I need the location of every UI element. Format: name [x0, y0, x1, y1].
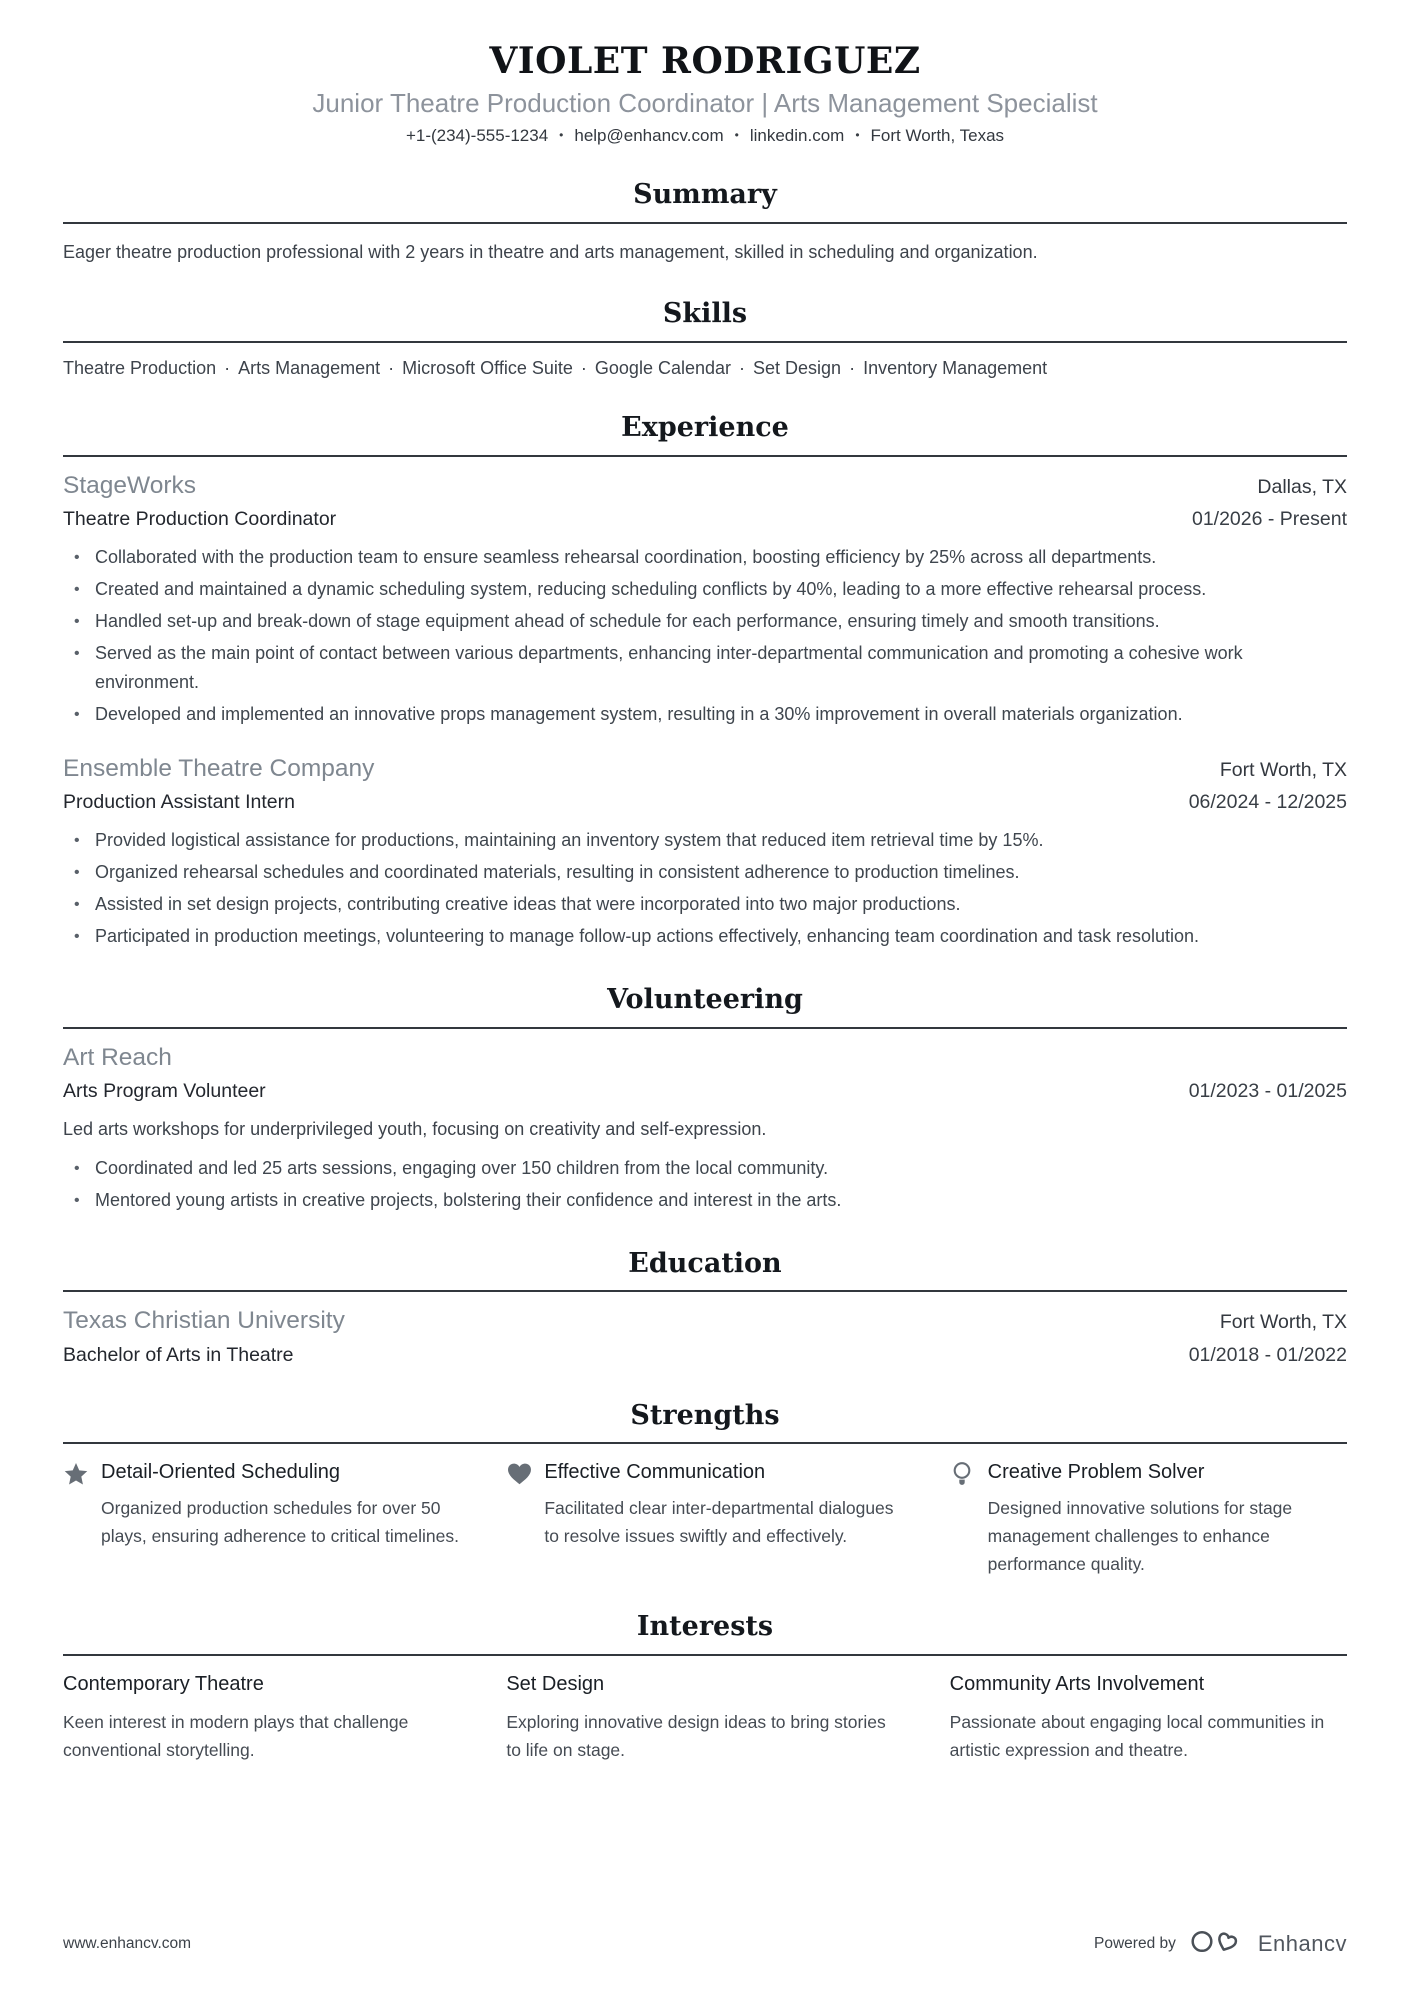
resume-header: [63, 42, 1347, 146]
section-strengths: [63, 1401, 1347, 1579]
section-education: [63, 1249, 1347, 1367]
contact-phone: +1-(234)-555-1234: [405, 126, 549, 146]
company-name: StageWorks: [63, 471, 196, 499]
enhancv-site-link[interactable]: www.enhancv.com: [63, 1934, 192, 1952]
job-bullet: • Assisted in set design projects, contributing creative ideas that were incorporated into two major productions.: [63, 890, 1347, 919]
contact-link[interactable]: linkedin.com: [749, 126, 845, 146]
experience-entry: [63, 755, 1347, 951]
school-name: Texas Christian University: [63, 1307, 345, 1335]
interest-title: Contemporary Theatre: [63, 1672, 264, 1695]
lightbulb-icon: [950, 1460, 988, 1578]
summary-text: Eager theatre production professional with 2 years in theatre and arts management, skilled in scheduling and organization.: [63, 242, 1038, 263]
section-skills: [63, 299, 1347, 379]
volunteer-description: Led arts workshops for underprivileged youth, focusing on creativity and self-expression.: [63, 1118, 767, 1139]
strength-title: Creative Problem Solver: [987, 1461, 1205, 1484]
volunteer-bullet: • Coordinated and led 25 arts sessions, engaging over 150 children from the local community.: [63, 1154, 1347, 1183]
education-heading: Education: [628, 1247, 782, 1279]
interest-title: Community Arts Involvement: [949, 1672, 1205, 1695]
strength-text: Facilitated clear inter-departmental dialogues to resolve issues swiftly and effectively.: [544, 1498, 894, 1547]
volunteer-bullet: • Mentored young artists in creative projects, bolstering their confidence and interest in the arts.: [63, 1186, 1347, 1215]
powered-by-label: Powered by: [1094, 1934, 1176, 1952]
job-title: Production Assistant Intern: [63, 790, 295, 813]
volunteer-dates: 01/2023 - 01/2025: [1188, 1079, 1347, 1102]
strength-title: Detail-Oriented Scheduling: [101, 1461, 341, 1484]
volunteer-bullet-list: [63, 1154, 1347, 1215]
strength-card: [506, 1460, 903, 1578]
job-bullet: • Participated in production meetings, volunteering to manage follow-up actions effectively, enhancing team coordination and task resolution.: [63, 922, 1347, 951]
interests-heading: Interests: [636, 1611, 774, 1643]
section-divider: [63, 1442, 1347, 1444]
strengths-heading: Strengths: [630, 1399, 780, 1431]
star-icon: [63, 1460, 101, 1578]
section-divider: [63, 222, 1347, 224]
volunteering-entry: [63, 1044, 1347, 1215]
interest-text: Exploring innovative design ideas to bring stories to life on stage.: [506, 1711, 886, 1760]
dot-separator: •: [855, 128, 860, 143]
section-divider: [63, 1654, 1347, 1656]
section-divider: [63, 1290, 1347, 1292]
experience-entry: [63, 472, 1347, 729]
strength-text: Organized production schedules for over 50 plays, ensuring adherence to critical timelines.: [101, 1498, 459, 1547]
section-divider: [63, 455, 1347, 457]
company-location: Fort Worth, TX: [1219, 758, 1347, 781]
summary-heading: Summary: [633, 179, 777, 211]
dot-separator: •: [734, 128, 739, 143]
heart-icon: [506, 1460, 544, 1578]
powered-by-block: [1094, 1926, 1347, 1961]
job-bullet-list: [63, 826, 1347, 951]
degree-dates: 01/2018 - 01/2022: [1188, 1343, 1347, 1366]
interest-card: [506, 1672, 903, 1764]
interest-card: [950, 1672, 1347, 1764]
section-volunteering: [63, 985, 1347, 1215]
section-interests: [63, 1612, 1347, 1764]
job-bullet: • Handled set-up and break-down of stage equipment ahead of schedule for each performance, ensuring timely and smooth transitions.: [63, 607, 1347, 636]
skill-item: · Arts Management: [216, 358, 380, 378]
section-experience: [63, 413, 1347, 951]
skill-item: · Microsoft Office Suite: [380, 358, 573, 378]
job-dates: 06/2024 - 12/2025: [1188, 790, 1347, 813]
contact-location: Fort Worth, Texas: [870, 126, 1005, 146]
skills-heading: Skills: [662, 298, 748, 330]
strength-card: [950, 1460, 1347, 1578]
skills-list: [63, 358, 1347, 379]
job-bullet: • Served as the main point of contact between various departments, enhancing inter-departmental communication and promoting a cohesive work environment.: [63, 639, 1347, 697]
strength-card: [63, 1460, 460, 1578]
job-dates: 01/2026 - Present: [1191, 507, 1347, 530]
volunteering-heading: Volunteering: [607, 983, 803, 1015]
company-name: Ensemble Theatre Company: [63, 754, 375, 782]
strength-title: Effective Communication: [544, 1461, 766, 1484]
enhancv-logo-icon: [1190, 1926, 1244, 1961]
interest-title: Set Design: [506, 1672, 605, 1695]
job-bullet: • Provided logistical assistance for productions, maintaining an inventory system that reduced item retrieval time by 15%.: [63, 826, 1347, 855]
job-title: Theatre Production Coordinator: [63, 507, 337, 530]
job-bullet-list: [63, 543, 1347, 729]
contact-line: [63, 126, 1347, 146]
education-entry: [63, 1307, 1347, 1366]
enhancv-wordmark: Enhancv: [1257, 1930, 1347, 1956]
strength-text: Designed innovative solutions for stage management challenges to enhance performance quality.: [987, 1498, 1293, 1575]
section-divider: [63, 341, 1347, 343]
dot-separator: •: [559, 128, 564, 143]
page-footer: [63, 1926, 1347, 1961]
job-bullet: • Organized rehearsal schedules and coordinated materials, resulting in consistent adherence to production timelines.: [63, 858, 1347, 887]
interest-card: [63, 1672, 460, 1764]
skill-item: Theatre Production: [63, 357, 217, 378]
candidate-name: VIOLET RODRIGUEZ: [489, 40, 921, 82]
job-bullet: • Created and maintained a dynamic scheduling system, reducing scheduling conflicts by 40%, leading to a more effective rehearsal process.: [63, 575, 1347, 604]
section-divider: [63, 1027, 1347, 1029]
job-bullet: • Collaborated with the production team to ensure seamless rehearsal coordination, boosting efficiency by 25% across all departments.: [63, 543, 1347, 572]
skill-item: · Set Design: [731, 358, 841, 378]
school-location: Fort Worth, TX: [1219, 1311, 1347, 1334]
job-bullet: • Developed and implemented an innovative props management system, resulting in a 30% improvement in overall materials organization.: [63, 700, 1347, 729]
contact-email[interactable]: help@enhancv.com: [574, 126, 724, 146]
experience-heading: Experience: [621, 411, 789, 443]
interest-text: Keen interest in modern plays that challenge conventional storytelling.: [63, 1711, 409, 1760]
skill-item: · Inventory Management: [841, 358, 1047, 378]
section-summary: [63, 180, 1347, 265]
skill-item: · Google Calendar: [573, 358, 731, 378]
organization-name: Art Reach: [63, 1043, 172, 1071]
candidate-title: Junior Theatre Production Coordinator | Arts Management Specialist: [312, 87, 1098, 118]
degree-name: Bachelor of Arts in Theatre: [63, 1343, 294, 1366]
volunteer-role: Arts Program Volunteer: [63, 1079, 266, 1102]
company-location: Dallas, TX: [1257, 475, 1347, 498]
interest-text: Passionate about engaging local communities in artistic expression and theatre.: [949, 1711, 1325, 1760]
